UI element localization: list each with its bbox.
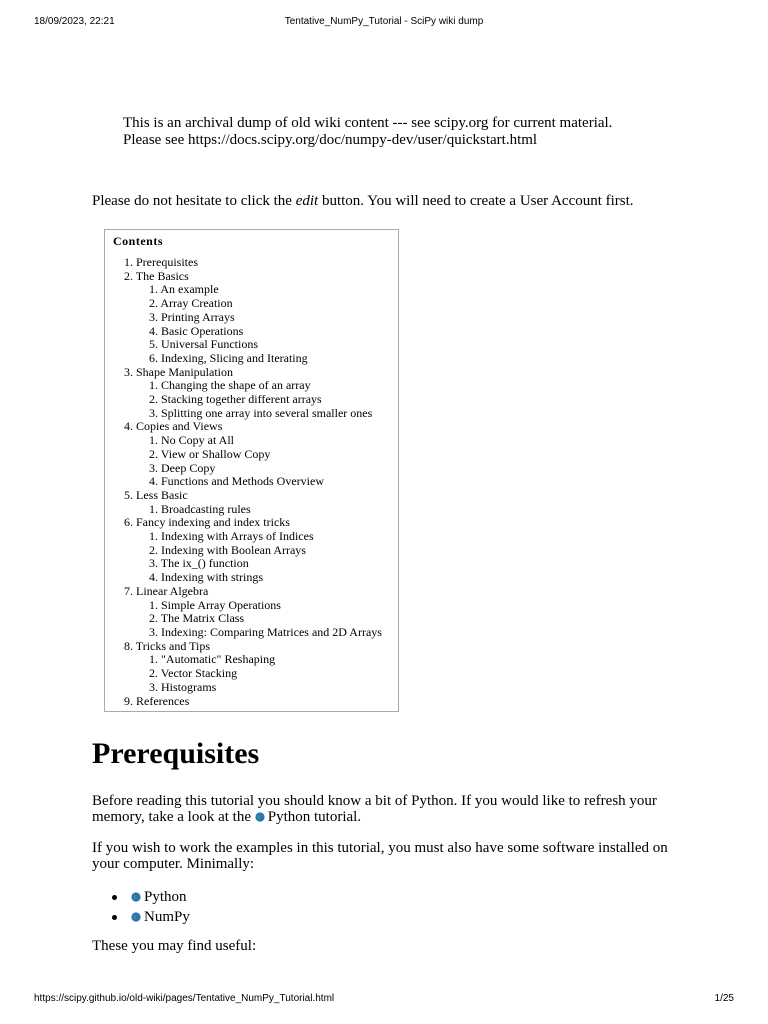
print-page-title: Tentative_NumPy_Tutorial - SciPy wiki dump: [284, 16, 484, 27]
toc-subitem: [149, 612, 382, 626]
toc-sublink[interactable]: 3. Histograms: [149, 679, 217, 694]
toc-item: [124, 420, 382, 489]
intro-paragraph: [92, 192, 634, 210]
toc-subitem: [149, 557, 382, 571]
toc-sublist: [124, 503, 382, 517]
toc-sublink[interactable]: 4. Indexing with strings: [149, 570, 263, 585]
toc-subitem: [149, 407, 382, 421]
toc-subitem: [149, 434, 382, 448]
toc-link[interactable]: 8. Tricks and Tips: [124, 638, 211, 653]
toc-sublink[interactable]: 4. Functions and Methods Overview: [149, 474, 324, 489]
toc-sublink[interactable]: 6. Indexing, Slicing and Iterating: [149, 350, 308, 365]
intro-edit-word: edit: [295, 193, 319, 209]
toc-sublink[interactable]: 2. Stacking together different arrays: [149, 392, 322, 407]
toc-sublink[interactable]: 1. "Automatic" Reshaping: [149, 652, 276, 667]
software-list: [112, 887, 190, 927]
toc-sublist: [124, 434, 382, 489]
prereq-paragraph-1: [92, 793, 692, 825]
toc-sublist: [124, 599, 382, 640]
toc-sublink[interactable]: 2. The Matrix Class: [149, 611, 245, 626]
toc-subitem: [149, 530, 382, 544]
list-item: [112, 907, 190, 927]
toc-link[interactable]: 5. Less Basic: [124, 487, 188, 502]
intro-text-before: Please do not hesitate to click the: [92, 193, 296, 209]
toc-subitem: [149, 667, 382, 681]
print-page-number: 1/25: [714, 993, 734, 1004]
toc-sublink[interactable]: 2. Array Creation: [149, 296, 233, 311]
toc-sublink[interactable]: 3. Indexing: Comparing Matrices and 2D Arrays: [149, 624, 382, 639]
prereq-paragraph-2: If you wish to work the examples in this tutorial, you must also have some software installed on your computer. Minimally:: [92, 840, 668, 872]
toc-item: [124, 695, 382, 709]
toc-sublink[interactable]: 3. Deep Copy: [149, 460, 216, 475]
toc-sublink[interactable]: 3. Splitting one array into several smaller ones: [149, 405, 373, 420]
toc-link[interactable]: 3. Shape Manipulation: [124, 364, 233, 379]
toc-sublist: [124, 530, 382, 585]
toc-sublink[interactable]: 4. Basic Operations: [149, 323, 244, 338]
toc-title: Contents: [113, 234, 164, 248]
software-link[interactable]: NumPy: [144, 909, 190, 925]
toc-link[interactable]: 1. Prerequisites: [124, 255, 198, 269]
toc-item: [124, 516, 382, 585]
archive-notice-line1: This is an archival dump of old wiki content --- see scipy.org for current material.: [123, 115, 613, 131]
bullet-icon: [112, 915, 117, 920]
archive-notice-line2: Please see https://docs.scipy.org/doc/numpy-dev/user/quickstart.html: [123, 132, 538, 148]
toc-sublink[interactable]: 2. View or Shallow Copy: [149, 446, 271, 461]
toc-sublink[interactable]: 1. Changing the shape of an array: [149, 378, 311, 393]
toc-sublist: [124, 379, 382, 420]
toc-item: [124, 270, 382, 366]
toc-link[interactable]: 6. Fancy indexing and index tricks: [124, 515, 290, 530]
toc-link[interactable]: 4. Copies and Views: [124, 419, 223, 434]
toc-subitem: [149, 571, 382, 585]
toc-subitem: [149, 681, 382, 695]
toc-subitem: [149, 448, 382, 462]
python-tutorial-link[interactable]: Python tutorial: [267, 809, 358, 825]
bullet-icon: [112, 895, 117, 900]
toc-sublist: [124, 283, 382, 365]
toc-link[interactable]: 2. The Basics: [124, 268, 189, 283]
toc-item: [124, 585, 382, 640]
print-url: https://scipy.github.io/old-wiki/pages/Tentative_NumPy_Tutorial.html: [34, 993, 335, 1004]
toc-subitem: [149, 297, 382, 311]
prereq-p1-text: Before reading this tutorial you should know a bit of Python. If you would like to refresh your memory, take a look at the: [92, 793, 657, 825]
toc-subitem: [149, 544, 382, 558]
toc-subitem: [149, 599, 382, 613]
toc-sublink[interactable]: 1. Broadcasting rules: [149, 501, 251, 516]
toc-sublink[interactable]: 5. Universal Functions: [149, 337, 258, 352]
toc-subitem: [149, 338, 382, 352]
globe-icon: [131, 892, 141, 902]
toc-item: [124, 366, 382, 421]
toc-subitem: [149, 325, 382, 339]
toc-item: [124, 640, 382, 695]
prereq-p1-period: .: [357, 809, 362, 825]
toc-subitem: [149, 311, 382, 325]
toc-subitem: [149, 653, 382, 667]
print-header: [0, 16, 768, 32]
globe-icon: [255, 812, 265, 822]
print-footer: [0, 993, 768, 1009]
toc-sublink[interactable]: 2. Vector Stacking: [149, 666, 238, 681]
toc-sublink[interactable]: 1. Simple Array Operations: [149, 597, 281, 612]
print-datetime: 18/09/2023, 22:21: [34, 16, 115, 27]
toc-sublink[interactable]: 1. Indexing with Arrays of Indices: [149, 529, 314, 544]
toc-subitem: [149, 503, 382, 517]
intro-text-after: button. You will need to create a User Account first.: [318, 193, 634, 209]
toc-sublist: [124, 653, 382, 694]
software-link[interactable]: Python: [144, 889, 187, 905]
list-item: [112, 887, 190, 907]
toc-subitem: [149, 462, 382, 476]
toc-subitem: [149, 626, 382, 640]
toc-subitem: [149, 352, 382, 366]
toc-item: [124, 256, 382, 270]
toc-link[interactable]: 7. Linear Algebra: [124, 583, 209, 598]
section-heading-prerequisites: Prerequisites: [92, 737, 260, 770]
globe-icon: [131, 912, 141, 922]
toc-link[interactable]: 9. References: [124, 693, 190, 708]
archive-notice: [123, 115, 612, 149]
toc-sublink[interactable]: 3. Printing Arrays: [149, 309, 235, 324]
toc-sublink[interactable]: 2. Indexing with Boolean Arrays: [149, 542, 306, 557]
toc-sublink[interactable]: 3. The ix_() function: [149, 556, 249, 571]
toc-sublink[interactable]: 1. An example: [149, 282, 219, 297]
prereq-paragraph-3: These you may find useful:: [92, 938, 257, 954]
toc-sublink[interactable]: 1. No Copy at All: [149, 433, 235, 448]
toc-item: [124, 489, 382, 516]
toc-list: [124, 256, 382, 708]
toc-subitem: [149, 393, 382, 407]
toc-subitem: [149, 379, 382, 393]
toc-subitem: [149, 283, 382, 297]
toc-subitem: [149, 475, 382, 489]
table-of-contents: [104, 229, 399, 712]
